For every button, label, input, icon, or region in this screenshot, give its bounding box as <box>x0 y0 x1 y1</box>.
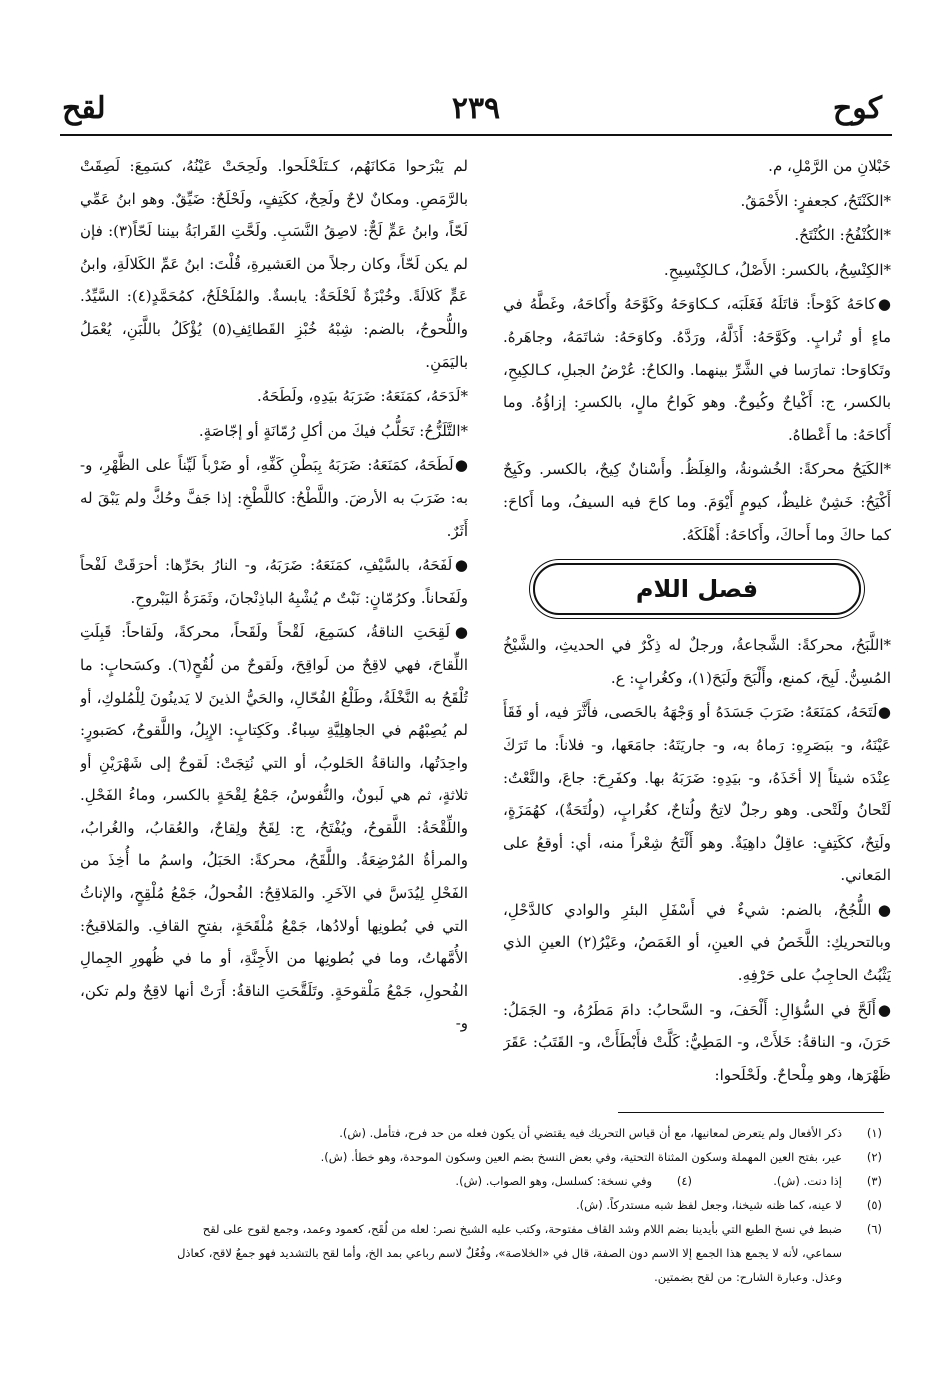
entry-paragraph: *الكِنْسِحُ، بالكسر: الأَصْلُ، كـالكِنْسِيحِ. <box>663 260 891 279</box>
entry-paragraph: لم يَبْرَحوا مَكانَهُم، كـتَلَحْلَحوا. ولَحِحَتْ عَيْنُهُ، كسَمِعَ: لَصِقَتْ بالرَّمَصِ. ومكانٌ لاحٌ ولَحِحٌ، ككَتِفٍ، ولَحْلَحٌ: ضَيِّقٌ. وهو ابنُ عَمِّي لَحّاً، وابنُ عَمٍّ لَحٌّ: لاصِقُ النَّسَبِ. ولَحَّتِ القَرابَةُ بيننا لَحّاً(٣): فإن لم يكن لَحّاً، وكان رجلاً من العَشيرةِ، قُلْتَ: ابنُ عَمِّ الكَلالَةِ، وابنُ عَمٍّ كَلالَةً. وخُبْزَةٌ لَحْلَحَةٌ: يابسةٌ. والمُلَحْلَحُ، كمُحَمَّدٍ(٤): السَّيِّدُ. واللُّحوحُ، بالضم: شِبْهُ خُبْزِ القَطائِفِ(٥) يُؤْكَلُ باللَّبَنِ، يُعْمَلُ باليَمَنِ. <box>80 157 468 371</box>
footnote-number: (٢) <box>866 1150 882 1164</box>
left-column <box>80 150 468 1095</box>
footnote <box>160 1121 882 1145</box>
footnote-text: ذكر الأفعال ولم يتعرض لمعانيها، مع أن قياس التحريك فيه يقتضي أن يكون فعله من حد فرح، فتأمل. (ش). <box>339 1126 842 1140</box>
entry-paragraph: ●لَقِحَتِ الناقةُ، كسَمِعَ، لَقْحاً ولَقَحاً، محركةً، ولَقاحاً: قَبِلَتِ اللِّقاحَ، فهي لاقِحٌ من لَواقِحَ، ولَقوحٌ من لُقُحٍ(٦). وكسَحابٍ: ما تُلْقَحُ به النَّخْلَةُ، وطَلْعُ الفُحّالِ، والحَيُّ الذينَ لا يَدينُونَ لِلْمُلوكِ، أو لم يُصِبْهُم في الجاهِلِيَّةِ سِباءٌ. وكَكِتابٍ: الإِبِلُ، واللَّقوحُ، كصَبورٍ: واحِدَتُها، والناقةُ الحَلوبُ، أو التي نُتِجَتْ: لَقوحٌ إلى شَهْرَيْنِ أو ثلاثةٍ، ثم هي لَبونٌ، والنُّفوسُ، جَمْعُ لِقْحَةٍ بالكسر، وماءُ الفَحْلِ. واللِّقْحَةُ: اللَّقوحُ، ويُفْتَحُ، ج: لِقَحٌ ولِقاحٌ، والعُقابُ، والغُرابُ، والمرأةُ المُرْضِعَةُ. واللَّقَحُ، محركةً: الحَبَلُ، واسمُ ما أُخِذَ من الفَحْلِ لِيُدَسَّ في الآخَرِ. والمَلاقِحُ: الفُحولُ، جَمْعُ مُلْقِحٍ، والإناثُ التي في بُطونِها أولادُها، جَمْعُ مُلْقَحَةٍ، بفتحِ القافِ. والمَلاقيحُ: الأُمَّهاتُ، وما في بُطونِها من الأَجِنَّةِ، أو ما في ظُهورِ الجِمالِ الفُحولِ، جَمْعُ مَلْقوحَةٍ. وتَلَقَّحَتِ الناقةُ: أَرَتْ أنها لاقِحٌ ولم تكن، و- <box>80 623 468 1033</box>
entry-paragraph: *الكَنْتَحُ، كجعفرٍ: الأَحْمَقُ. <box>740 191 891 210</box>
footnote-text: وفي نسخة: كسلسل، وهو الصواب. (ش). <box>455 1174 652 1188</box>
entry-paragraph: *الكَيَحُ محركةً: الخُشونةُ، والغِلَظُ. وأَسْنانٌ كِيحٌ، بالكسر. وكَيِحٌ أَكْيَحُ: خَشِنٌ غليظٌ، كيومٍ أَيْوَمَ. وما كاحَ فيه السيفُ، وما أَكاحَ: كما حاكَ وما أَحاكَ، وأَكاحَهُ: أَهْلَكَهُ. <box>503 460 891 544</box>
header-left-word: لقح <box>62 91 106 126</box>
footnote-number: (٥) <box>866 1198 882 1212</box>
entry-paragraph: ●اللُّجُحُ، بالضم: شيءٌ في أَسْفَلِ البئرِ والوادي كالدَّحْلِ، وبالتحريكِ: اللَّخَصُ في العينِ، أو الغَمَصُ، وعَيْرُ(٢) العينِ الذي يَثْبُتُ الحاجِبُ على حَرْفِهِ. <box>503 900 891 985</box>
footnote-text: لا عينه، كما ظنه شيخنا، وجعل لفظ شبه مستدركاً. (ش). <box>576 1198 842 1212</box>
section-title: فصل اللام <box>533 563 861 615</box>
entry-paragraph: ●أَلَحَّ في السُّؤالِ: أَلْحَفَ، و- السَّحابُ: دامَ مَطَرُهُ، و- الجَمَلُ: حَرَنَ، و- الناقةُ: خَلأَتْ، و- المَطِيُّ: كَلَّتْ فأَبْطَأَتْ، و- القَتَبُ: عَقَرَ ظَهْرَها، وهو مِلْحاحٌ. ولَحْلَحوا: <box>503 1000 891 1084</box>
entry-paragraph: *اللَّبَحُ، محركةً: الشَّجاعةُ، ورجلٌ له ذِكْرٌ في الحديثِ، والشَّيْخُ المُسِنُّ. لَبِحَ، كمنع، وأَلْبَحَ ولَبَحَ(١)، وكغُرابٍ: ع. <box>503 636 891 687</box>
footnote-number: (٣) <box>866 1174 882 1188</box>
footnote-number: (١) <box>866 1126 882 1140</box>
entry-paragraph: *الكُنْفُحُ: الكُنْتَحُ. <box>794 226 891 245</box>
footnote-text: إذا دنت. (ش). <box>773 1174 842 1188</box>
entry-paragraph: *لَدَحَهُ، كمَنَعَهُ: ضَرَبَهُ بيَدِهِ، ولَطَحَهُ. <box>257 387 468 406</box>
footnote-text: ضبط في نسخ الطبع التي بأيدينا بضم اللام وشد القاف مفتوحة، وكتب عليه الشيخ نصر: لعله من لُقَح، كعمود وعمد، وجمع لقوح على لقح سماعي، لأنه لا يجمع هذا الجمع إلا الاسم دون الصفة، قال في «الخلاصة»، وفُعُلٌ لاسم رباعي بمد الخ، وأما لقح بالتشديد فهو جمعُ لاقح، كعاذل وعذل. وعبارة الشارح: من لقح بضمتين. <box>177 1222 842 1284</box>
entry-paragraph: خَبْلانِ من الرَّمْلِ، م. <box>768 157 891 175</box>
right-column <box>503 150 891 1095</box>
entry-paragraph: ●لَفَحَهُ، بالسَّيْفِ، كمَنَعَهُ: ضَرَبَهُ، و- النارُ بحَرِّها: أحرَقَتْ لَفْحاً ولَفَحاناً. وكرُمّانٍ: نَبْتٌ م يُشْبِهُ الباذِنْجانَ، وثَمَرَةُ اليَبْروحِ. <box>80 556 468 607</box>
page-header <box>60 92 892 136</box>
footnote-number: (٦) <box>866 1222 882 1236</box>
footnote-separator <box>618 1112 884 1113</box>
footnote <box>160 1217 882 1289</box>
footnote-text: عير، بفتح العين المهملة وسكون المثناة التحتية، وفي بعض النسخ بضم العين وسكون الموحدة، وهو خطأ. (ش). <box>320 1150 842 1164</box>
entry-paragraph: ●كاحَهُ كَوْحاً: قاتَلَهُ فَغَلَبَه، كـكاوَحَهُ وكَوَّحَهُ وأَكاحَهُ، وغَطَّهُ في ماءٍ أو تُرابٍ. وكَوَّحَهُ: أَذَلَّهُ، ورَدَّهُ. وكاوَحَهُ: شاتَمَهُ، وجاهَرهُ. وتَكاوَحا: تمارَسا في الشَّرِّ بينهما. والكاحُ: عُرْضُ الجبلِ، كـالكِيحِ، بالكسر، ج: أَكْياحٌ وكُيوحٌ. وهو كَواحُ مالٍ، بالكسرِ: إزاؤُهُ. وما أَكاحَهُ: ما أَعْطاهُ. <box>503 295 891 444</box>
header-right-word: كوح <box>832 91 882 126</box>
entry-paragraph: ●لَتَحَهُ، كمَنَعَهُ: ضَرَبَ جَسَدَهُ أو وَجْهَهُ بالحَصى، فأَثَّرَ فيه، أو فَقَأَ عَيْنَهُ، و- ببَصَرِهِ: رَماهُ به، و- جاريَتَهُ: جامَعَها، و- فلاناً: ما تَرَكَ عِنْدَه شيئاً إلا أخَذَهُ، و- بيَدِهِ: ضَرَبَهُ بها. وكفَرِحَ: جاعَ، والنَّعْتُ: لَتْحانُ ولَتْحى. وهو رجلٌ لاتِحٌ ولُتاحٌ، كغُرابٍ، (ولُتَحَةٌ)، كهُمَزَةٍ، ولَتِحٌ، ككَتِفٍ: عاقِلٌ داهِيَةٌ. وهو أَلْتَحُ شِعْراً منه، أي: أوقعُ على المَعاني. <box>503 703 891 885</box>
footnote <box>160 1145 882 1169</box>
footnote-number: (٤) <box>676 1174 692 1188</box>
entry-paragraph: ●لَطَحَهُ، كمَنَعَهُ: ضَرَبَهُ بِبَطْنِ كَفِّهِ، أو ضَرْباً لَيِّناً على الظَّهْرِ، و- به: ضَرَبَ به الأرضَ. واللَّطْحُ: كاللَّطْخِ: إذا جَفَّ وحُكَّ ولم يَبْقَ له أَثَرٌ. <box>80 456 468 540</box>
footnote-pair <box>160 1169 882 1193</box>
footnote <box>160 1193 882 1217</box>
footnotes <box>160 1121 882 1289</box>
page-number: ٢٣٩ <box>451 91 501 126</box>
entry-paragraph: *التَّلَزُّحُ: تَحَلُّبُ فيكَ من أكلِ رُمّانَةٍ أو إجّاصَةٍ. <box>198 421 468 440</box>
